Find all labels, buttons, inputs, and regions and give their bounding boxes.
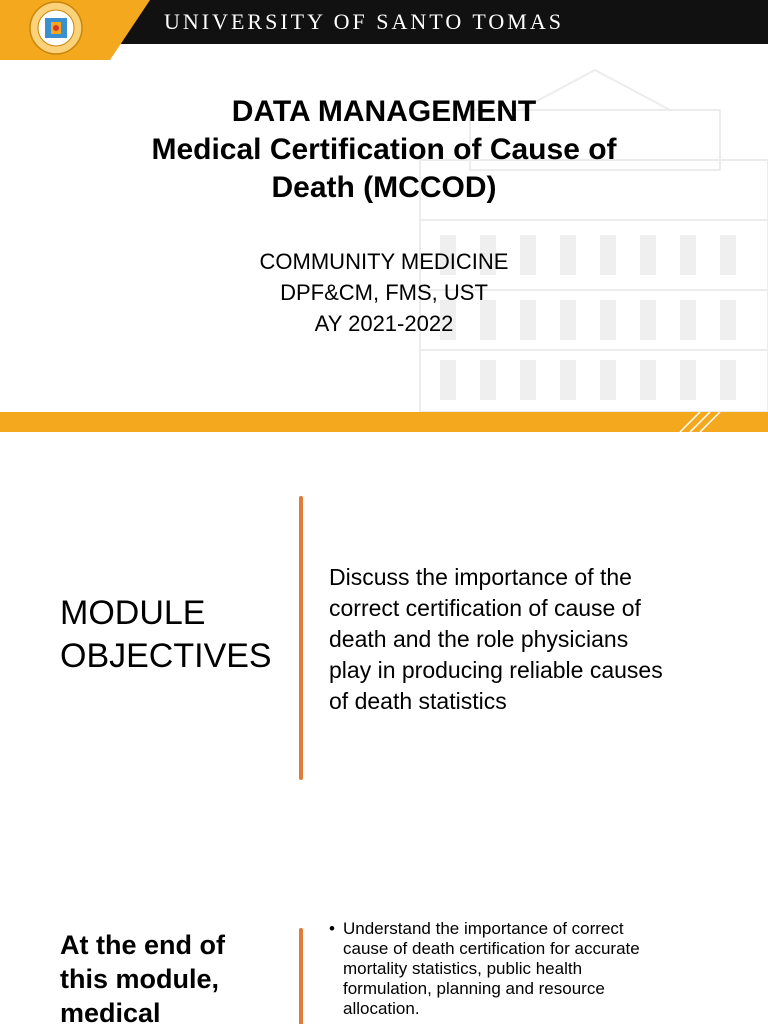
body-line: play in producing reliable causes	[329, 657, 663, 683]
heading-line: OBJECTIVES	[60, 637, 272, 675]
title-slide	[0, 0, 768, 432]
title-line: DATA MANAGEMENT	[231, 95, 537, 128]
bullet-line: formulation, planning and resource	[343, 979, 605, 998]
presentation-subtitle	[134, 246, 634, 339]
vertical-divider	[299, 928, 303, 1024]
heading-line: medical	[60, 998, 161, 1024]
bullet-line: Understand the importance of correct	[343, 919, 624, 938]
vertical-divider	[299, 496, 303, 780]
bullet-line: cause of death certification for accurate	[343, 939, 640, 958]
heading-line: At the end of	[60, 930, 225, 960]
body-line: Discuss the importance of the	[329, 564, 632, 590]
heading-line: MODULE	[60, 594, 206, 632]
title-line: Medical Certification of Cause of	[151, 133, 617, 166]
university-seal-icon	[8, 0, 96, 58]
presentation-title	[84, 93, 684, 207]
module-objectives-slide	[0, 432, 768, 864]
bullet-line: allocation.	[343, 999, 420, 1018]
gold-footer-stripe	[0, 412, 768, 432]
bullet-line: mortality statistics, public health	[343, 959, 583, 978]
list-item	[329, 919, 709, 1019]
objectives-body	[329, 562, 729, 717]
subtitle-line: COMMUNITY MEDICINE	[259, 249, 509, 274]
bullet-icon: •	[329, 919, 335, 938]
subtitle-line: DPF&CM, FMS, UST	[280, 280, 488, 305]
footer-stripe-lines	[660, 412, 768, 432]
heading-line: this module,	[60, 964, 220, 994]
body-line: death and the role physicians	[329, 626, 629, 652]
outcomes-bullet-list	[329, 919, 709, 1019]
university-name: UNIVERSITY OF SANTO TOMAS	[164, 9, 564, 34]
learning-outcomes-slide	[0, 864, 768, 1024]
body-line: correct certification of cause of	[329, 595, 641, 621]
body-line: of death statistics	[329, 688, 507, 714]
outcomes-heading	[60, 928, 290, 1024]
subtitle-line: AY 2021-2022	[314, 311, 454, 336]
title-line: Death (MCCOD)	[271, 171, 497, 204]
objectives-heading	[60, 592, 290, 678]
